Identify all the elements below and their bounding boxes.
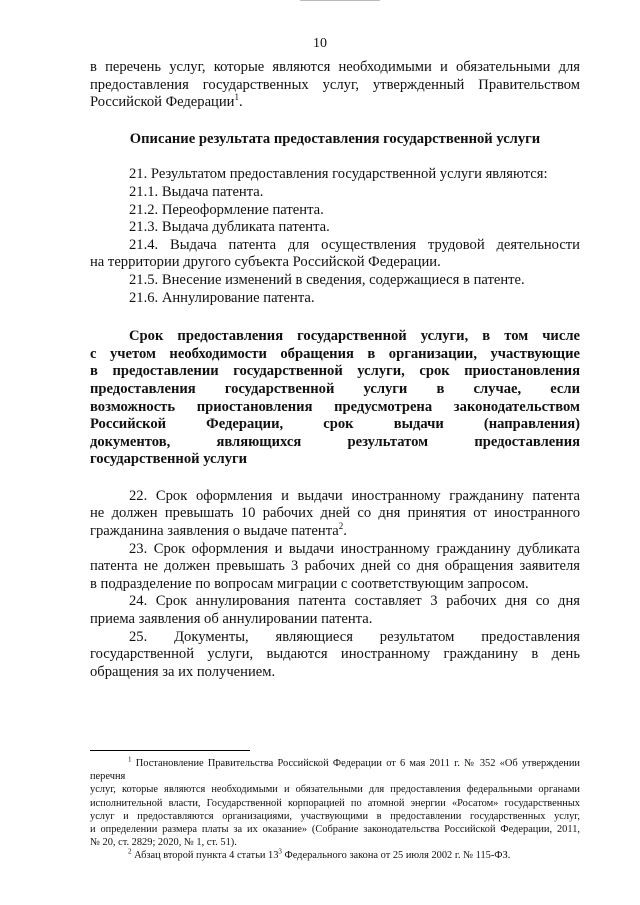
footnote-separator — [90, 750, 250, 751]
intro-line: предоставления государственных услуг, утвержденный Правительством — [90, 76, 580, 93]
intro-line: в перечень услуг, которые являются необходимыми и обязательными для — [90, 59, 580, 75]
heading-line: Российской Федерации, срок выдачи (направления) — [90, 416, 580, 433]
heading-line: Срок предоставления государственной услуги, в том числе — [129, 328, 580, 345]
footnote-1-line: и определении размера платы за их оказание» (Собрание законодательства Российской Федерации, 2011, — [90, 824, 580, 836]
item-24-line1: 24. Срок аннулирования патента составляет 3 рабочих дня со дня — [129, 593, 580, 610]
document-body — [90, 59, 580, 681]
item-21-3: 21.3. Выдача дубликата патента. — [129, 219, 330, 236]
footnote-1-line: услуг, которые являются необходимыми и обязательными для предоставления федеральными органами — [90, 784, 580, 796]
page-number: 10 — [313, 36, 327, 51]
item-21-4-line2: на территории другого субъекта Российской Федерации. — [90, 254, 441, 271]
footnote-ref-1: 1 — [234, 92, 239, 103]
heading-line: в предоставлении государственной услуги, срок приостановления — [90, 363, 580, 380]
item-21: 21. Результатом предоставления государственной услуги являются: — [129, 166, 548, 183]
heading-line: возможность приостановления предусмотрена законодательством — [90, 398, 580, 415]
section-heading-term — [90, 328, 580, 469]
item-23-line2: патента не должен превышать 3 рабочих дней со дня обращения заявителя — [90, 558, 580, 575]
item-21-6: 21.6. Аннулирование патента. — [129, 289, 315, 306]
item-23-line3: в подразделение по вопросам миграции с соответствующим запросом. — [90, 575, 529, 592]
item-21-1: 21.1. Выдача патента. — [129, 183, 264, 200]
footnote-1-line: $^1$ Постановление Правительства Российской Федерации от 6 мая 2011 г. № 352 «Об утверждении перечня — [90, 755, 580, 783]
item-25-line3: обращения за их получением. — [90, 663, 276, 680]
footnote-1-line: услуг и предоставляются организациями, участвующими в предоставлении государственных услуг, — [90, 810, 580, 822]
footnote-ref-2: 2 — [338, 521, 344, 532]
heading-line: с учетом необходимости обращения в организации, участвующие — [90, 345, 580, 362]
footnotes — [90, 757, 580, 863]
scan-top-mark — [300, 0, 380, 1]
intro-line-end: Российской Федерации$^1$. — [90, 92, 243, 111]
heading-line: предоставления государственной услуги в случае, если — [90, 380, 580, 397]
section-heading-result: Описание результата предоставления государственной услуги — [129, 130, 541, 147]
item-25-line1: 25. Документы, являющиеся результатом предоставления — [129, 628, 580, 645]
item-25-line2: государственной услуги, выдаются иностранному гражданину в день — [90, 646, 580, 663]
item-23-line1: 23. Срок оформления и выдачи иностранному гражданину дубликата — [129, 540, 580, 557]
item-22-line2: не должен превышать 10 рабочих дней со дня принятия от иностранного — [90, 505, 580, 522]
footnote-1-line: № 20, ст. 2829; 2020, № 1, ст. 51). — [90, 837, 237, 849]
heading-line: государственной услуги — [90, 451, 248, 468]
item-22-line3: гражданина заявления о выдаче патента$^2$. — [90, 521, 347, 540]
item-24-line2: приема заявления об аннулировании патента. — [90, 611, 373, 628]
item-21-5: 21.5. Внесение изменений в сведения, содержащиеся в патенте. — [129, 271, 525, 288]
item-22-line1: 22. Срок оформления и выдачи иностранному гражданину патента — [129, 487, 580, 504]
item-21-2: 21.2. Переоформление патента. — [129, 201, 324, 218]
item-21-4-line1: 21.4. Выдача патента для осуществления трудовой деятельности — [129, 236, 580, 253]
footnote-2: $^2$ Абзац второй пункта 4 статьи 13$^3$ Федерального закона от 25 июля 2002 г. № 115-ФЗ. — [128, 847, 511, 862]
footnote-1-line: исполнительной власти, Государственной корпорацией по атомной энергии «Росатом» государственных — [90, 797, 580, 809]
heading-line: документов, являющихся результатом предоставления — [90, 433, 580, 450]
